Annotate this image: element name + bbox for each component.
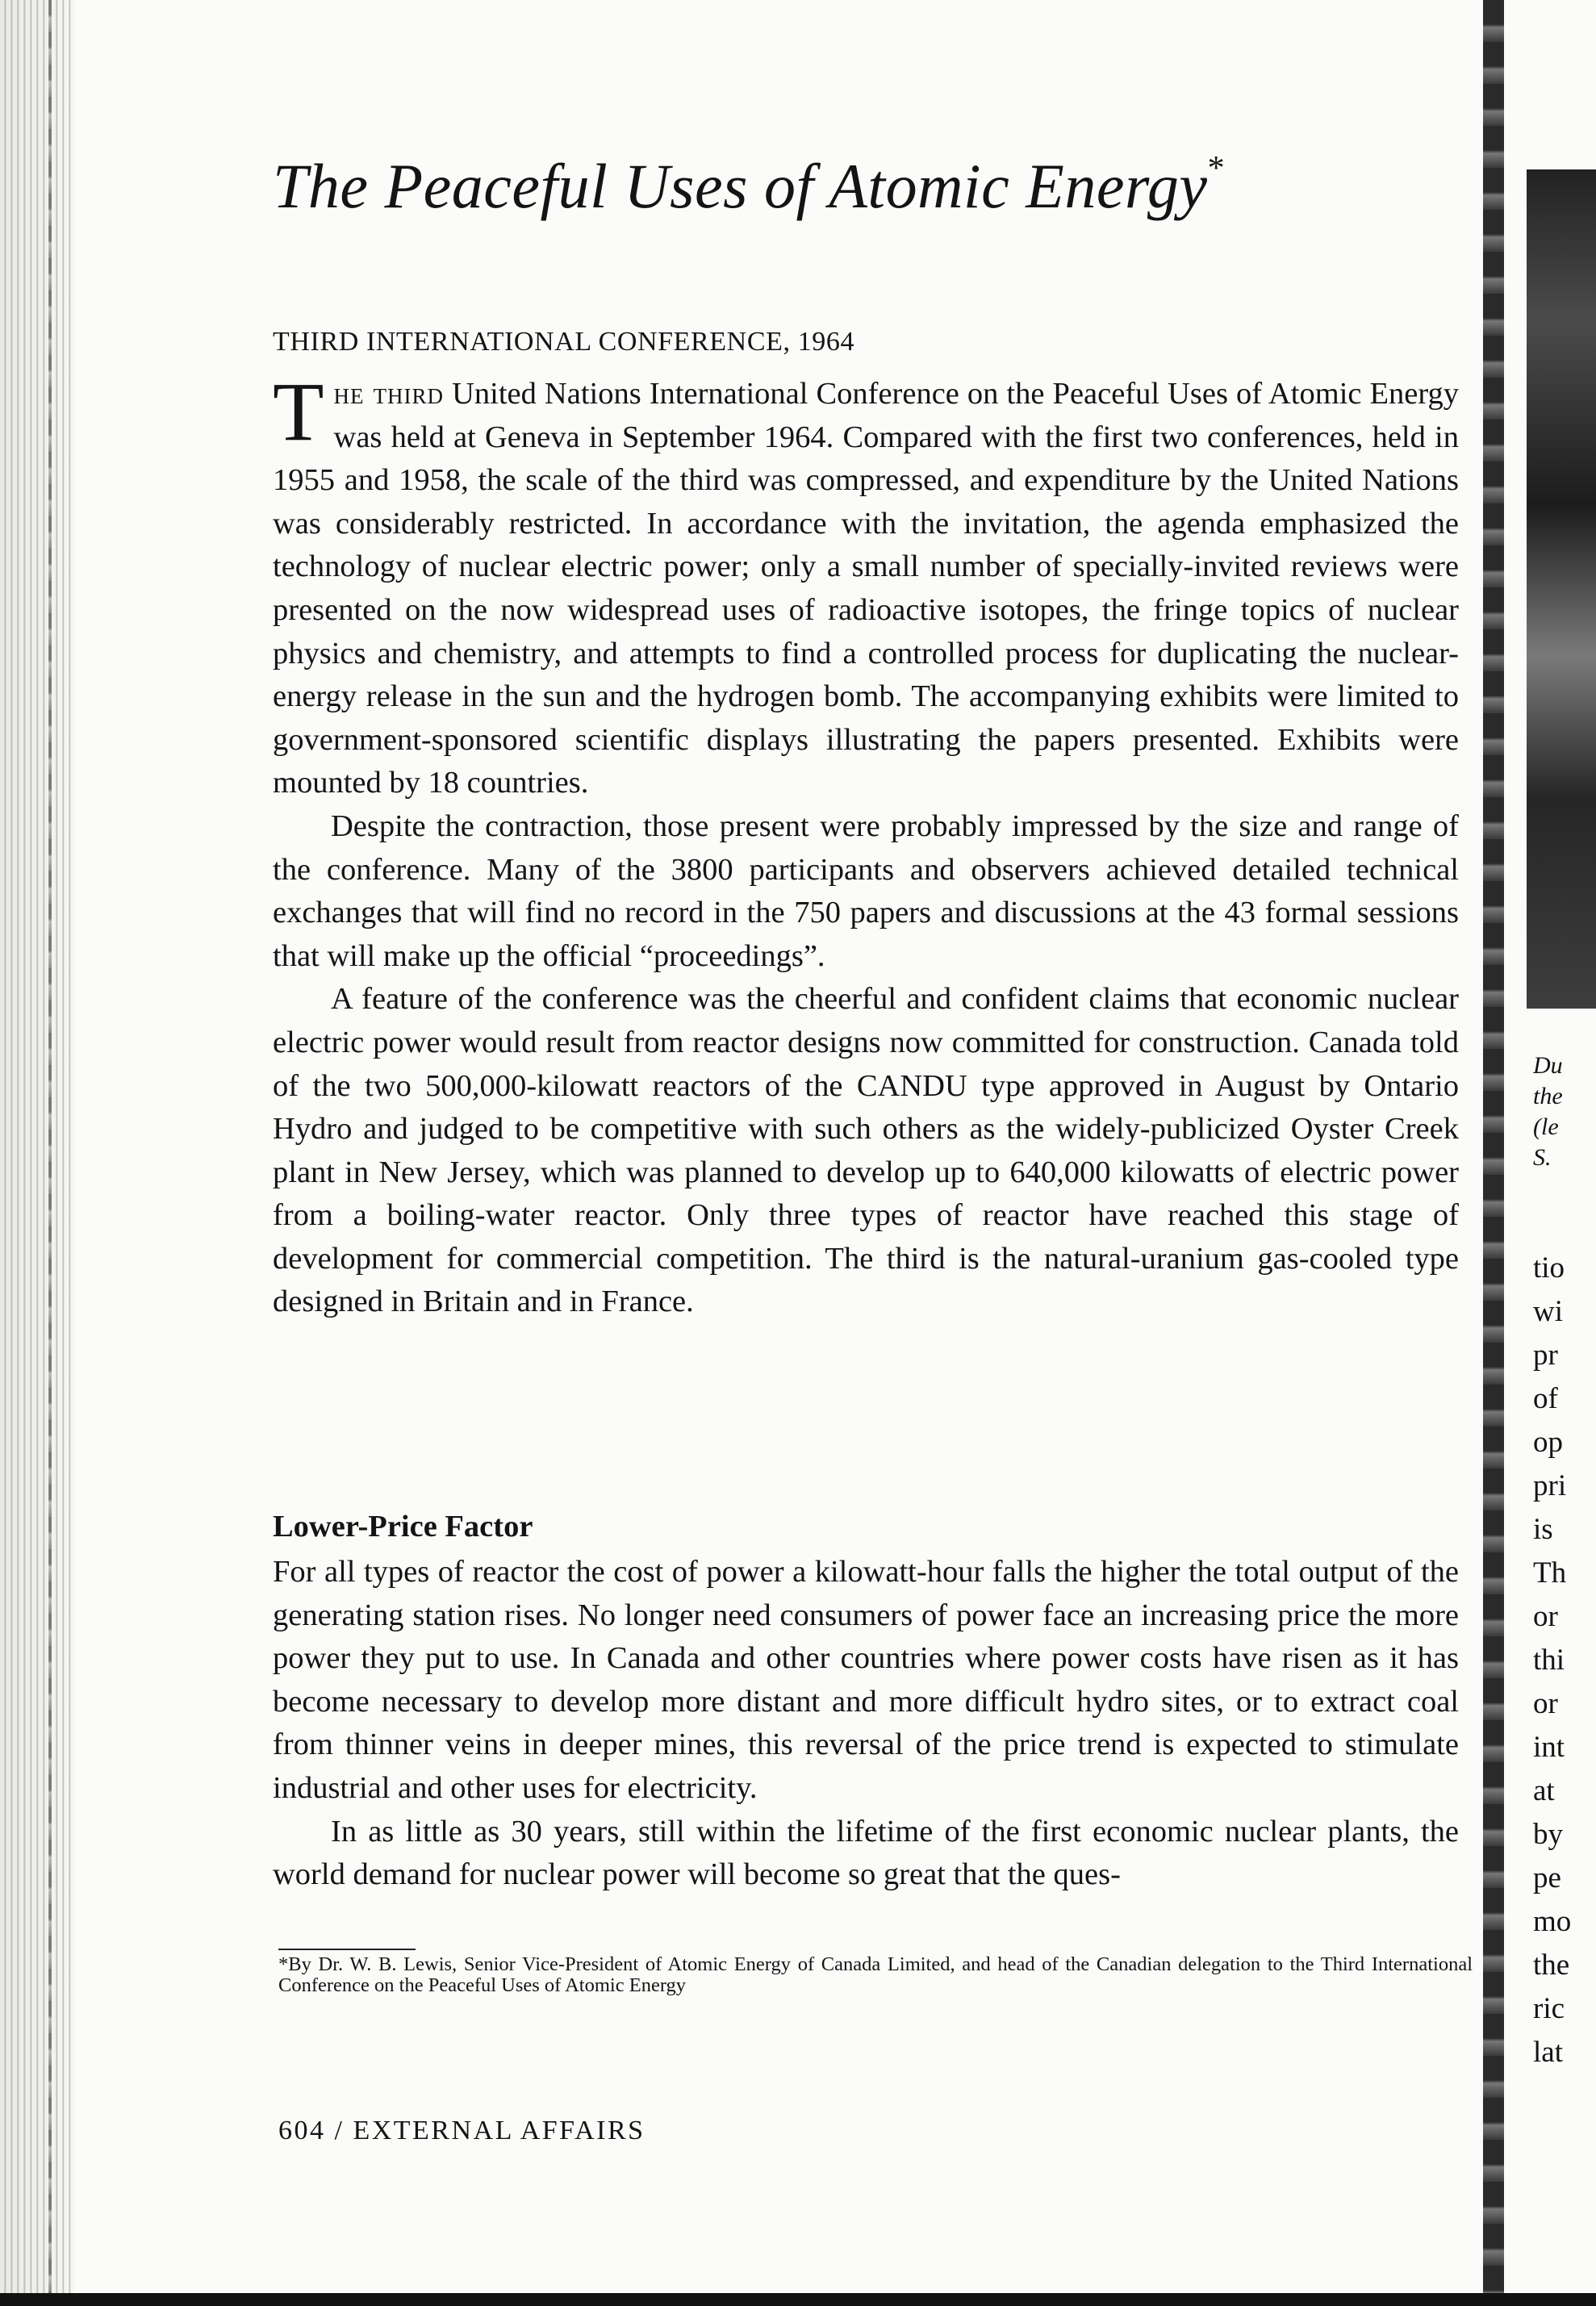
text-fragment: mo: [1533, 1905, 1572, 1938]
page-folio: 604 / EXTERNAL AFFAIRS: [278, 2116, 646, 2145]
section-heading: Lower-Price Factor: [273, 1510, 533, 1544]
text-fragment: by: [1533, 1818, 1563, 1851]
text-fragment: Th: [1533, 1556, 1567, 1590]
text-fragment: of: [1533, 1382, 1558, 1415]
title-text: The Peaceful Uses of Atomic Energy: [273, 151, 1208, 221]
text-fragment: at: [1533, 1774, 1555, 1807]
article-subtitle: THIRD INTERNATIONAL CONFERENCE, 1964: [273, 327, 855, 357]
text-fragment: pr: [1533, 1339, 1558, 1372]
paragraph-4: For all types of reactor the cost of power a kilowatt-hour falls the higher the total output of the generating station rises. No longer need consumers of power face an increasing price the more power they put to use. In Canada and other countries where power costs have risen as it has become necessary to develop more distant and more difficult hydro sites, or to extract coal from thinner veins in deeper mines, this reversal of the price trend is expected to stimulate industrial and other uses for electricity.: [273, 1555, 1459, 1805]
caption-fragment: (le: [1533, 1113, 1559, 1140]
text-fragment: pri: [1533, 1469, 1567, 1502]
text-fragment: thi: [1533, 1644, 1565, 1677]
scan-bottom-edge: [0, 2293, 1596, 2306]
footnote: *By Dr. W. B. Lewis, Senior Vice-President of Atomic Energy of Canada Limited, and head of the Canadian delegation to the Third International Conference on the Peaceful Uses of Atomic Energy: [278, 1953, 1473, 1996]
lead-in-smallcaps: he third: [333, 377, 445, 411]
text-fragment: is: [1533, 1513, 1553, 1546]
text-fragment: lat: [1533, 2036, 1563, 2069]
text-fragment: tio: [1533, 1251, 1565, 1285]
text-fragment: or: [1533, 1687, 1558, 1720]
drop-cap: T: [273, 366, 324, 458]
caption-fragment: the: [1533, 1083, 1563, 1109]
text-fragment: the: [1533, 1949, 1570, 1982]
text-fragment: op: [1533, 1426, 1563, 1459]
text-fragment: int: [1533, 1731, 1565, 1764]
paragraph-2: Despite the contraction, those present were probably impressed by the size and range of the conference. Many of the 3800 participants and observers achieved detailed technical exchanges that will find no record in the 750 papers and discussions at the 43 formal sessions that will make up the official “proceedings”.: [273, 808, 1459, 973]
footnote-rule: [278, 1949, 416, 1950]
caption-fragment: S.: [1533, 1144, 1552, 1171]
paragraph-5: In as little as 30 years, still within the lifetime of the first economic nuclear plants, the world demand for nuclear power will become so great that the ques-: [273, 1814, 1459, 1892]
article-body-continued: [273, 1551, 1459, 1897]
facing-page-caption: [1533, 1051, 1596, 1173]
page-gutter: [1483, 0, 1504, 2306]
paragraph-3: A feature of the conference was the cheerful and confident claims that economic nuclear electric power would result from reactor designs now committed for construction. Canada told of the two 500,000-kilowatt reactors of the CANDU type approved in August by Ontario Hydro and judged to be competitive with such others as the widely-publicized Oyster Creek plant in New Jersey, which was planned to develop up to 640,000 kilowatts of electric power from a boiling-water reactor. Only three types of reactor have reached this stage of development for commercial competition. The third is the natural-uranium gas-cooled type designed in Britain and in France.: [273, 982, 1459, 1319]
text-fragment: pe: [1533, 1861, 1561, 1895]
facing-page-photo: [1527, 169, 1596, 1009]
text-fragment: wi: [1533, 1295, 1563, 1328]
text-fragment: or: [1533, 1600, 1558, 1633]
binding-edge: [0, 0, 74, 2306]
text-fragment: ric: [1533, 1992, 1565, 2025]
article-body: [273, 366, 1460, 1324]
article-title: [273, 150, 1225, 223]
caption-fragment: Du: [1533, 1052, 1563, 1079]
paragraph-1-text: United Nations International Conference on the Peaceful Uses of Atomic Energy was held at Geneva in September 1964. Compared with the first two conferences, held in 1955 and 1958, the scale of the third was compressed, and expenditure by the United Nations was considerably restricted. In accordance with the invitation, the agenda emphasized the technology of nuclear electric power; only a small number of specially-invited reviews were presented on the now widespread uses of radioactive isotopes, the fringe topics of nuclear physics and chemistry, and attempts to find a controlled process for duplicating the nuclear-energy release in the sun and the hydrogen bomb. The accompanying exhibits were limited to government-sponsored scientific displays illustrating the papers presented. Exhibits were mounted by 18 countries.: [273, 377, 1460, 800]
facing-page-text: [1533, 1247, 1596, 2074]
title-footnote-mark: *: [1207, 150, 1226, 187]
paragraph-1: [273, 366, 1460, 805]
